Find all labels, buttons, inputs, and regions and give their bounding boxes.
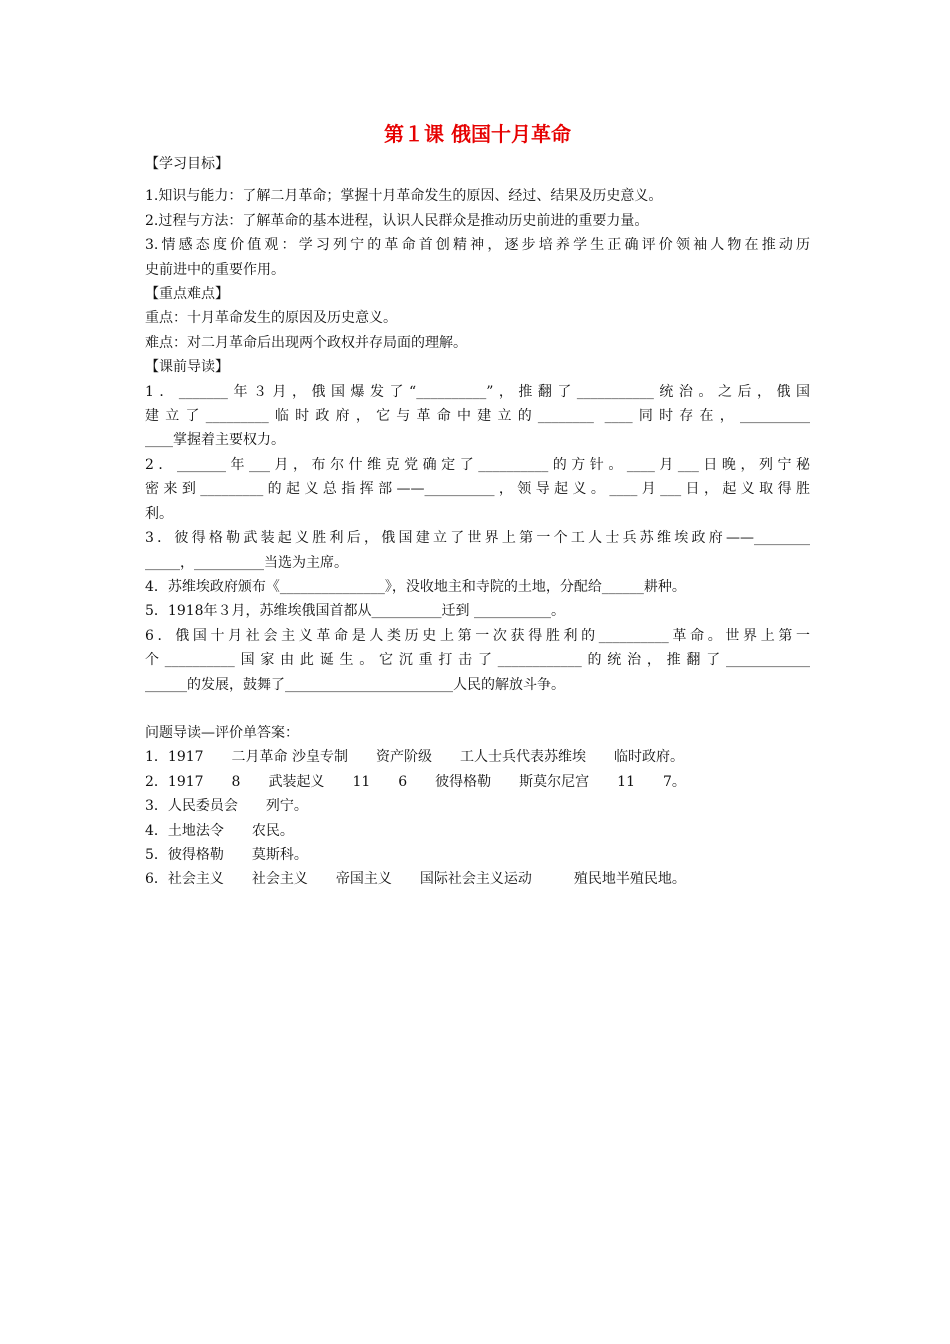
goal-line: 史前进中的重要作用。 (145, 261, 285, 278)
answer-line: 6．社会主义 社会主义 帝国主义 国际社会主义运动 殖民地半殖民地。 (145, 871, 686, 888)
guide-line: ______的发展，鼓舞了________________________人民的解放斗争。 (145, 676, 565, 693)
spacer (145, 176, 810, 184)
guide-line: 4．苏维埃政府颁布《_______________》，没收地主和寺院的土地，分配给______耕种。 (145, 578, 686, 595)
answer-line: 5．彼得格勒 莫斯科。 (145, 846, 308, 863)
guide-line: ____掌握着主要权力。 (145, 432, 285, 449)
guide-line: 密来到_________的起义总指挥部——__________，领导起义。____月___日，起义取得胜 (145, 481, 810, 498)
guide-line: 3．彼得格勒武装起义胜利后，俄国建立了世界上第一个工人士兵苏维埃政府——________ (145, 530, 810, 547)
guide-line: 利。 (145, 505, 173, 522)
guide-line: _____，__________当选为主席。 (145, 554, 348, 571)
goal-line: 3.情感态度价值观：学习列宁的革命首创精神，逐步培养学生正确评价领袖人物在推动历 (145, 237, 810, 254)
goal-line: 1.知识与能力：了解二月革命；掌握十月革命发生的原因、经过、结果及历史意义。 (145, 188, 663, 205)
key-point-line: 重点：十月革命发生的原因及历史意义。 (145, 310, 397, 327)
section-header-guide: 【课前导读】 (145, 359, 229, 376)
answer-line: 3．人民委员会 列宁。 (145, 798, 308, 815)
answer-line: 1．1917 二月革命 沙皇专制 资产阶级 工人士兵代表苏维埃 临时政府。 (145, 749, 684, 766)
goal-line: 2.过程与方法：了解革命的基本进程，认识人民群众是推动历史前进的重要力量。 (145, 212, 649, 229)
guide-line: 个__________国家由此诞生。它沉重打击了____________的统治，推翻了____________ (145, 652, 810, 669)
answer-line: 4．土地法令 农民。 (145, 822, 294, 839)
key-point-line: 难点：对二月革命后出现两个政权并存局面的理解。 (145, 334, 467, 351)
section-header-key: 【重点难点】 (145, 286, 229, 303)
page-title: 第１课 俄国十月革命 (384, 122, 571, 146)
guide-line: 6．俄国十月社会主义革命是人类历史上第一次获得胜利的__________革命。世界上第一 (145, 627, 810, 644)
answer-line: 2．1917 8 武装起义 11 6 彼得格勒 斯莫尔尼宫 11 7。 (145, 773, 686, 790)
document-page (145, 120, 810, 892)
section-header-goals: 【学习目标】 (145, 156, 229, 172)
spacer (145, 697, 810, 721)
guide-line: 2．_______年___月，布尔什维克党确定了__________的方针。____月___日晚，列宁秘 (145, 456, 810, 473)
guide-line: 5．1918年３月，苏维埃俄国首都从__________迁到 ___________。 (145, 603, 565, 620)
guide-line: 建立了_________临时政府，它与革命中建立的________ ____同时存在，__________ (145, 408, 810, 425)
guide-line: 1．_______年３月，俄国爆发了“__________”，推翻了___________统治。之后，俄国 (145, 383, 810, 400)
section-header-answers: 问题导读—评价单答案： (145, 724, 299, 741)
